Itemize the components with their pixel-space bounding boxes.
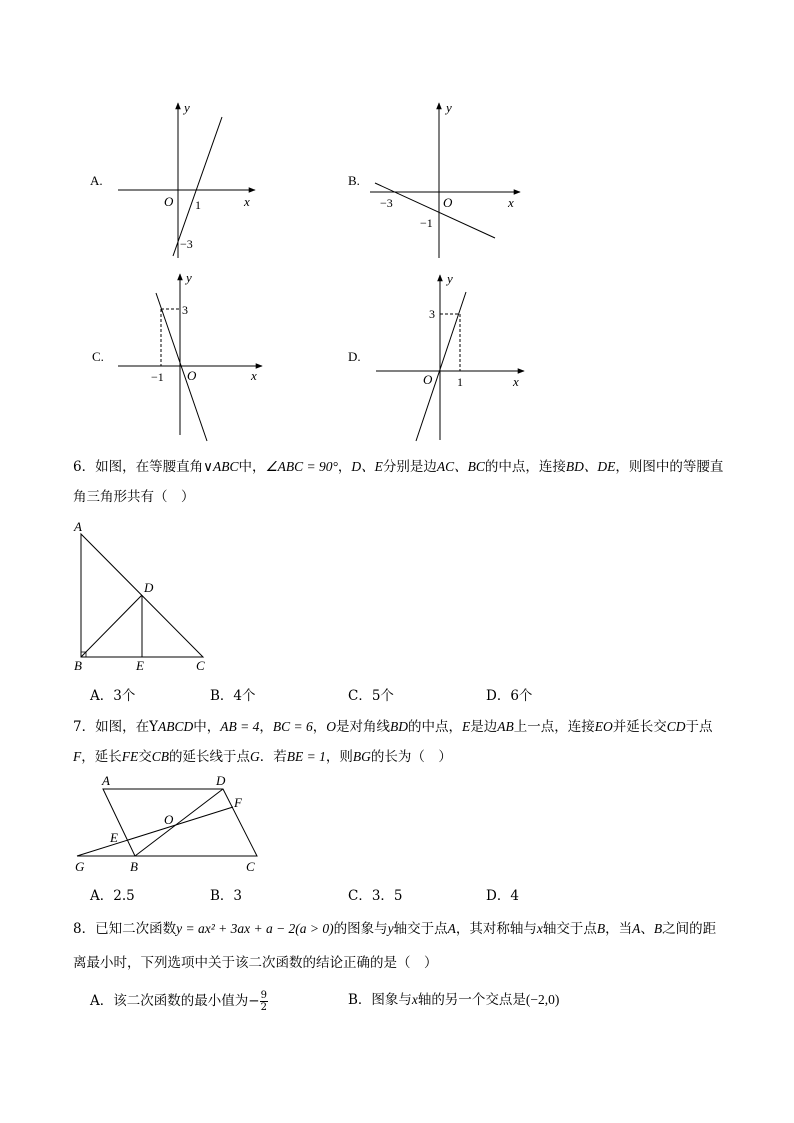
q7-text-8: 上一点，连接	[513, 719, 595, 735]
q7-text-15: ，则	[325, 749, 353, 765]
q7-o: O	[326, 719, 336, 734]
q8-option-a-num: 9	[260, 990, 267, 1001]
graph-c-y-label: y	[186, 270, 192, 285]
q7-text-4: ，	[312, 719, 327, 735]
q6-angle: ∠ABC = 90°	[265, 459, 338, 474]
graph-d	[348, 271, 524, 441]
graph-b-label: B.	[348, 173, 360, 188]
q7-be: BE = 1	[286, 749, 326, 764]
q8-b: B	[596, 921, 606, 936]
graph-a-line	[173, 117, 222, 256]
graph-d-y-label: y	[447, 271, 453, 286]
graph-b-tick-2: −1	[420, 216, 433, 230]
graph-a-tick-2: −3	[180, 237, 193, 251]
q7-fe: FE	[121, 749, 139, 764]
q7-text-12: 交	[138, 749, 152, 765]
q5-graphs	[0, 0, 794, 450]
q7-text-9: 并延长交	[612, 719, 667, 735]
q7-text-14: ．若	[259, 749, 287, 765]
graph-a-origin: O	[164, 194, 174, 209]
q6-label-c: C	[196, 658, 205, 673]
graph-d-tick-1: 3	[429, 307, 435, 321]
q6-label-b: B	[74, 658, 82, 673]
q8-option-b-x: x	[411, 992, 418, 1007]
q6-label-d: D	[144, 580, 154, 595]
graph-a-label: A.	[90, 173, 103, 188]
q7-text-3: ，	[259, 719, 273, 735]
q8-text-3: 轴交于点	[393, 921, 448, 937]
q6-pts: D、E	[351, 459, 383, 474]
q6-tri-symbol: ∨	[203, 459, 213, 475]
q8-text-2: 的图象与	[333, 921, 388, 937]
q7-label-e: E	[110, 830, 118, 845]
q7-bg: BG	[352, 749, 371, 764]
graph-d-x-label: x	[513, 374, 519, 389]
q7-option-b[interactable]: B．3	[210, 888, 243, 904]
q7-option-d[interactable]: D．4	[486, 888, 519, 904]
q7-text-11: ，延长	[81, 749, 122, 765]
q8-option-a-fraction	[260, 990, 268, 1013]
q6-option-a[interactable]: A．3个	[90, 688, 136, 704]
q7-ab: AB = 4	[220, 719, 260, 734]
q7-para-symbol: Y	[149, 719, 159, 735]
q6-label-a: A	[74, 519, 82, 534]
q7-text-6: 的中点，	[408, 719, 462, 735]
q8-x: x	[536, 921, 543, 936]
q6-text-3: ，	[337, 459, 352, 475]
q8-text	[73, 912, 728, 980]
q6-text-6: ，则图中的等腰直角三角形共有（ ）	[73, 459, 724, 505]
q6-option-b[interactable]: B．4个	[210, 688, 256, 704]
graph-b-tick-1: −3	[380, 196, 393, 210]
graph-d-label: D.	[348, 349, 361, 364]
q7-label-f: F	[234, 795, 242, 810]
q6-text-4: 分别是边	[382, 459, 437, 475]
q7-g: G	[250, 749, 260, 764]
q8-func: y = ax² + 3ax + a − 2(a > 0)	[176, 921, 334, 936]
q7-text	[73, 712, 728, 772]
q8-text-8: 之间的距离最小时，下列选项中关于该二次函数的结论正确的是（ ）	[73, 921, 717, 971]
q7-text-7: 是边	[470, 719, 498, 735]
graph-c-tick-1: 3	[182, 303, 188, 317]
q8-option-b-text2: 轴的另一个交点是	[417, 992, 526, 1008]
q8-option-a-den: 2	[260, 1002, 267, 1013]
q7-seg-bd	[135, 789, 223, 856]
q7-bd: BD	[390, 719, 408, 734]
q7-eo: EO	[594, 719, 613, 734]
q6-sides: AC、BC	[436, 459, 485, 474]
q8-option-a[interactable]	[90, 990, 268, 1013]
q7-label-o: O	[164, 812, 174, 827]
q8-number: 8．	[73, 921, 96, 937]
q7-seg-gf	[77, 807, 233, 856]
graph-a-tick-1: 1	[195, 198, 201, 212]
graph-c-origin: O	[187, 368, 197, 383]
q8-text-6: ，当	[605, 921, 633, 937]
q8-option-b[interactable]	[348, 990, 559, 1010]
q7-label-g: G	[75, 859, 85, 874]
q6-label-e: E	[136, 658, 144, 673]
q7-label-a: A	[102, 773, 110, 788]
q6-seg-bd	[81, 595, 142, 657]
q8-option-b-point: (−2,0)	[525, 992, 560, 1007]
graph-b-line	[375, 183, 495, 238]
q6-number: 6．	[73, 459, 96, 475]
q7-text-16: 的长为（ ）	[370, 749, 452, 765]
graph-b-x-label: x	[508, 195, 514, 210]
graph-d-tick-2: 1	[457, 375, 463, 389]
q7-label-d: D	[216, 773, 226, 788]
q6-text-2: 中，	[238, 459, 266, 475]
q7-text-1: 如图，在	[95, 719, 150, 735]
q7-number: 7．	[73, 719, 96, 735]
q8-option-b-text: B．图象与	[348, 992, 412, 1008]
q6-segs: BD、DE	[565, 459, 616, 474]
graph-b	[348, 100, 520, 258]
graph-c-tick-2: −1	[151, 370, 164, 384]
q8-y: y	[387, 921, 394, 936]
q8-text-5: 轴交于点	[542, 921, 597, 937]
q7-text-5: 是对角线	[336, 719, 390, 735]
q6-figure	[70, 515, 220, 675]
q7-para-name: ABCD	[158, 719, 194, 734]
q6-text-1: 如图，在等腰直角	[95, 459, 204, 475]
q7-text-13: 的延长线于点	[169, 749, 251, 765]
q8-text-4: ，其对称轴与	[455, 921, 537, 937]
q8-b2: B	[653, 921, 663, 936]
graph-c-x-label: x	[251, 368, 257, 383]
graph-b-origin: O	[443, 195, 453, 210]
q7-e: E	[462, 719, 471, 734]
q6-text	[73, 452, 728, 512]
graph-a-y-label: y	[184, 100, 190, 115]
q7-label-c: C	[246, 859, 255, 874]
q8-option-a-text: A．该二次函数的最小值为−	[90, 993, 260, 1009]
q6-option-c[interactable]: C．5个	[348, 688, 394, 704]
q7-text-2: 中，	[193, 719, 221, 735]
q7-f: F	[73, 749, 82, 764]
graph-a	[90, 100, 255, 258]
q8-a: A	[447, 921, 456, 936]
q8-text-7: 、	[640, 921, 654, 937]
q6-tri-name: ABC	[212, 459, 239, 474]
graph-a-x-label: x	[244, 194, 250, 209]
q7-ab2: AB	[497, 719, 514, 734]
q7-text-10: 于点	[685, 719, 713, 735]
q7-cd: CD	[666, 719, 686, 734]
q6-option-d[interactable]: D．6个	[486, 688, 533, 704]
q7-label-b: B	[130, 859, 138, 874]
q7-option-c[interactable]: C．3．5	[348, 888, 403, 904]
q7-figure	[70, 770, 270, 878]
q7-bc: BC = 6	[272, 719, 313, 734]
graph-b-y-label: y	[446, 100, 452, 115]
q7-cb: CB	[151, 749, 170, 764]
q6-text-5: 的中点，连接	[484, 459, 566, 475]
q8-text-1: 已知二次函数	[95, 921, 177, 937]
graph-c-label: C.	[92, 349, 104, 364]
q8-a2: A	[632, 921, 641, 936]
q7-option-a[interactable]: A．2.5	[90, 888, 135, 904]
graph-d-origin: O	[423, 372, 433, 387]
graph-c	[92, 270, 262, 441]
